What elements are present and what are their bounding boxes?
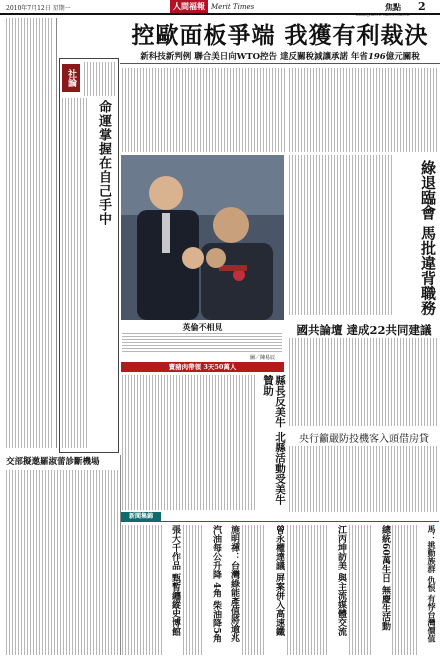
green-story-headline: 綠退臨會 馬批違背職務 <box>419 160 437 316</box>
strip-headline-7: 馬：挑動族群 仇恨 有悖台灣價值 <box>427 525 437 643</box>
photo-illustration <box>121 155 284 320</box>
brand-logo-en: Merit Times <box>211 2 255 11</box>
lead-subhead-tail: 億元關稅 <box>385 52 420 62</box>
gmt-forum-headline-text: 國共論壇 達成22共同建議 <box>296 323 432 337</box>
strip-headline-3: 施明禪：台灣綠能產值將逾兆 <box>229 525 239 642</box>
brand-logo-cn: 人間福報 <box>170 0 208 13</box>
gmt-forum-text <box>289 338 439 426</box>
editorial-label: 社論 <box>62 64 80 92</box>
strip-text-3 <box>242 525 266 655</box>
green-story-text <box>289 155 393 315</box>
news-strip-label: 新聞集錦 <box>121 512 161 521</box>
page-number: 2 <box>418 0 426 13</box>
strip-headline-2: 汽油每公升降 4角 柴油降5角 <box>211 525 221 643</box>
strip-text-1 <box>122 525 162 655</box>
airport-story-text <box>6 470 119 655</box>
left-column-text <box>6 18 54 448</box>
photo-caption-text <box>122 333 282 353</box>
editorial-title: 命運掌握在自己手中 <box>96 100 111 226</box>
lead-story-text-right <box>289 68 393 152</box>
strip-headline-1: 張大千作品 甄暫纏縱史博館 <box>170 525 180 637</box>
vice-story-headline: 縣長反美牛 北縣活動受美牛贊助 <box>262 375 286 505</box>
news-photo <box>121 155 284 320</box>
lead-subhead-text: 新科技新判例 聯合美日向WTO控告 達反關稅減讓承諾 年省 <box>140 52 368 62</box>
column-divider-lower <box>120 455 121 655</box>
headline-rule <box>120 63 440 64</box>
right-column-text <box>394 68 438 152</box>
central-bank-headline: 央行籲嚴防投機客入頭借房貸 <box>299 434 429 445</box>
gmt-forum-headline <box>289 322 439 338</box>
lead-subhead-amount: 196 <box>367 52 386 62</box>
lead-headline: 控歐面板爭端 我獲有利裁決 <box>131 22 429 49</box>
vice-story-text <box>122 375 257 510</box>
strip-text-6 <box>392 525 418 655</box>
strip-headline-5: 江丙坤訪美 與主流媒體交流 <box>336 525 346 637</box>
editorial-body-top <box>84 62 117 96</box>
strip-text-2 <box>183 525 203 655</box>
strip-text-4 <box>287 525 327 655</box>
photo-credit: 圖／陳易辰 <box>250 355 276 361</box>
strip-headline-6: 總統60萬生日 無慶生活動 <box>380 525 390 631</box>
section-name: 焦點 <box>385 2 401 12</box>
publication-date: 2010年7月12日 星期一 <box>6 5 71 12</box>
photo-caption: 英倫不相見 <box>182 322 223 332</box>
ticker-bar: 賣豬肉帶領 3天50萬人 <box>121 362 284 372</box>
airport-story-headline: 交部擬邀羅淑蕾診斷機場 <box>6 457 100 467</box>
header-rule <box>0 13 440 15</box>
lead-story-text <box>122 68 286 152</box>
masthead-brand <box>170 0 270 13</box>
strip-text-5 <box>349 525 371 655</box>
strip-headline-4: 曾永權達議 屏案併入高速鐵 <box>274 525 284 637</box>
editorial-body <box>62 98 88 448</box>
central-bank-text <box>289 446 439 512</box>
column-divider <box>56 18 57 448</box>
news-strip-rule <box>121 521 439 522</box>
lead-subhead <box>120 50 440 62</box>
